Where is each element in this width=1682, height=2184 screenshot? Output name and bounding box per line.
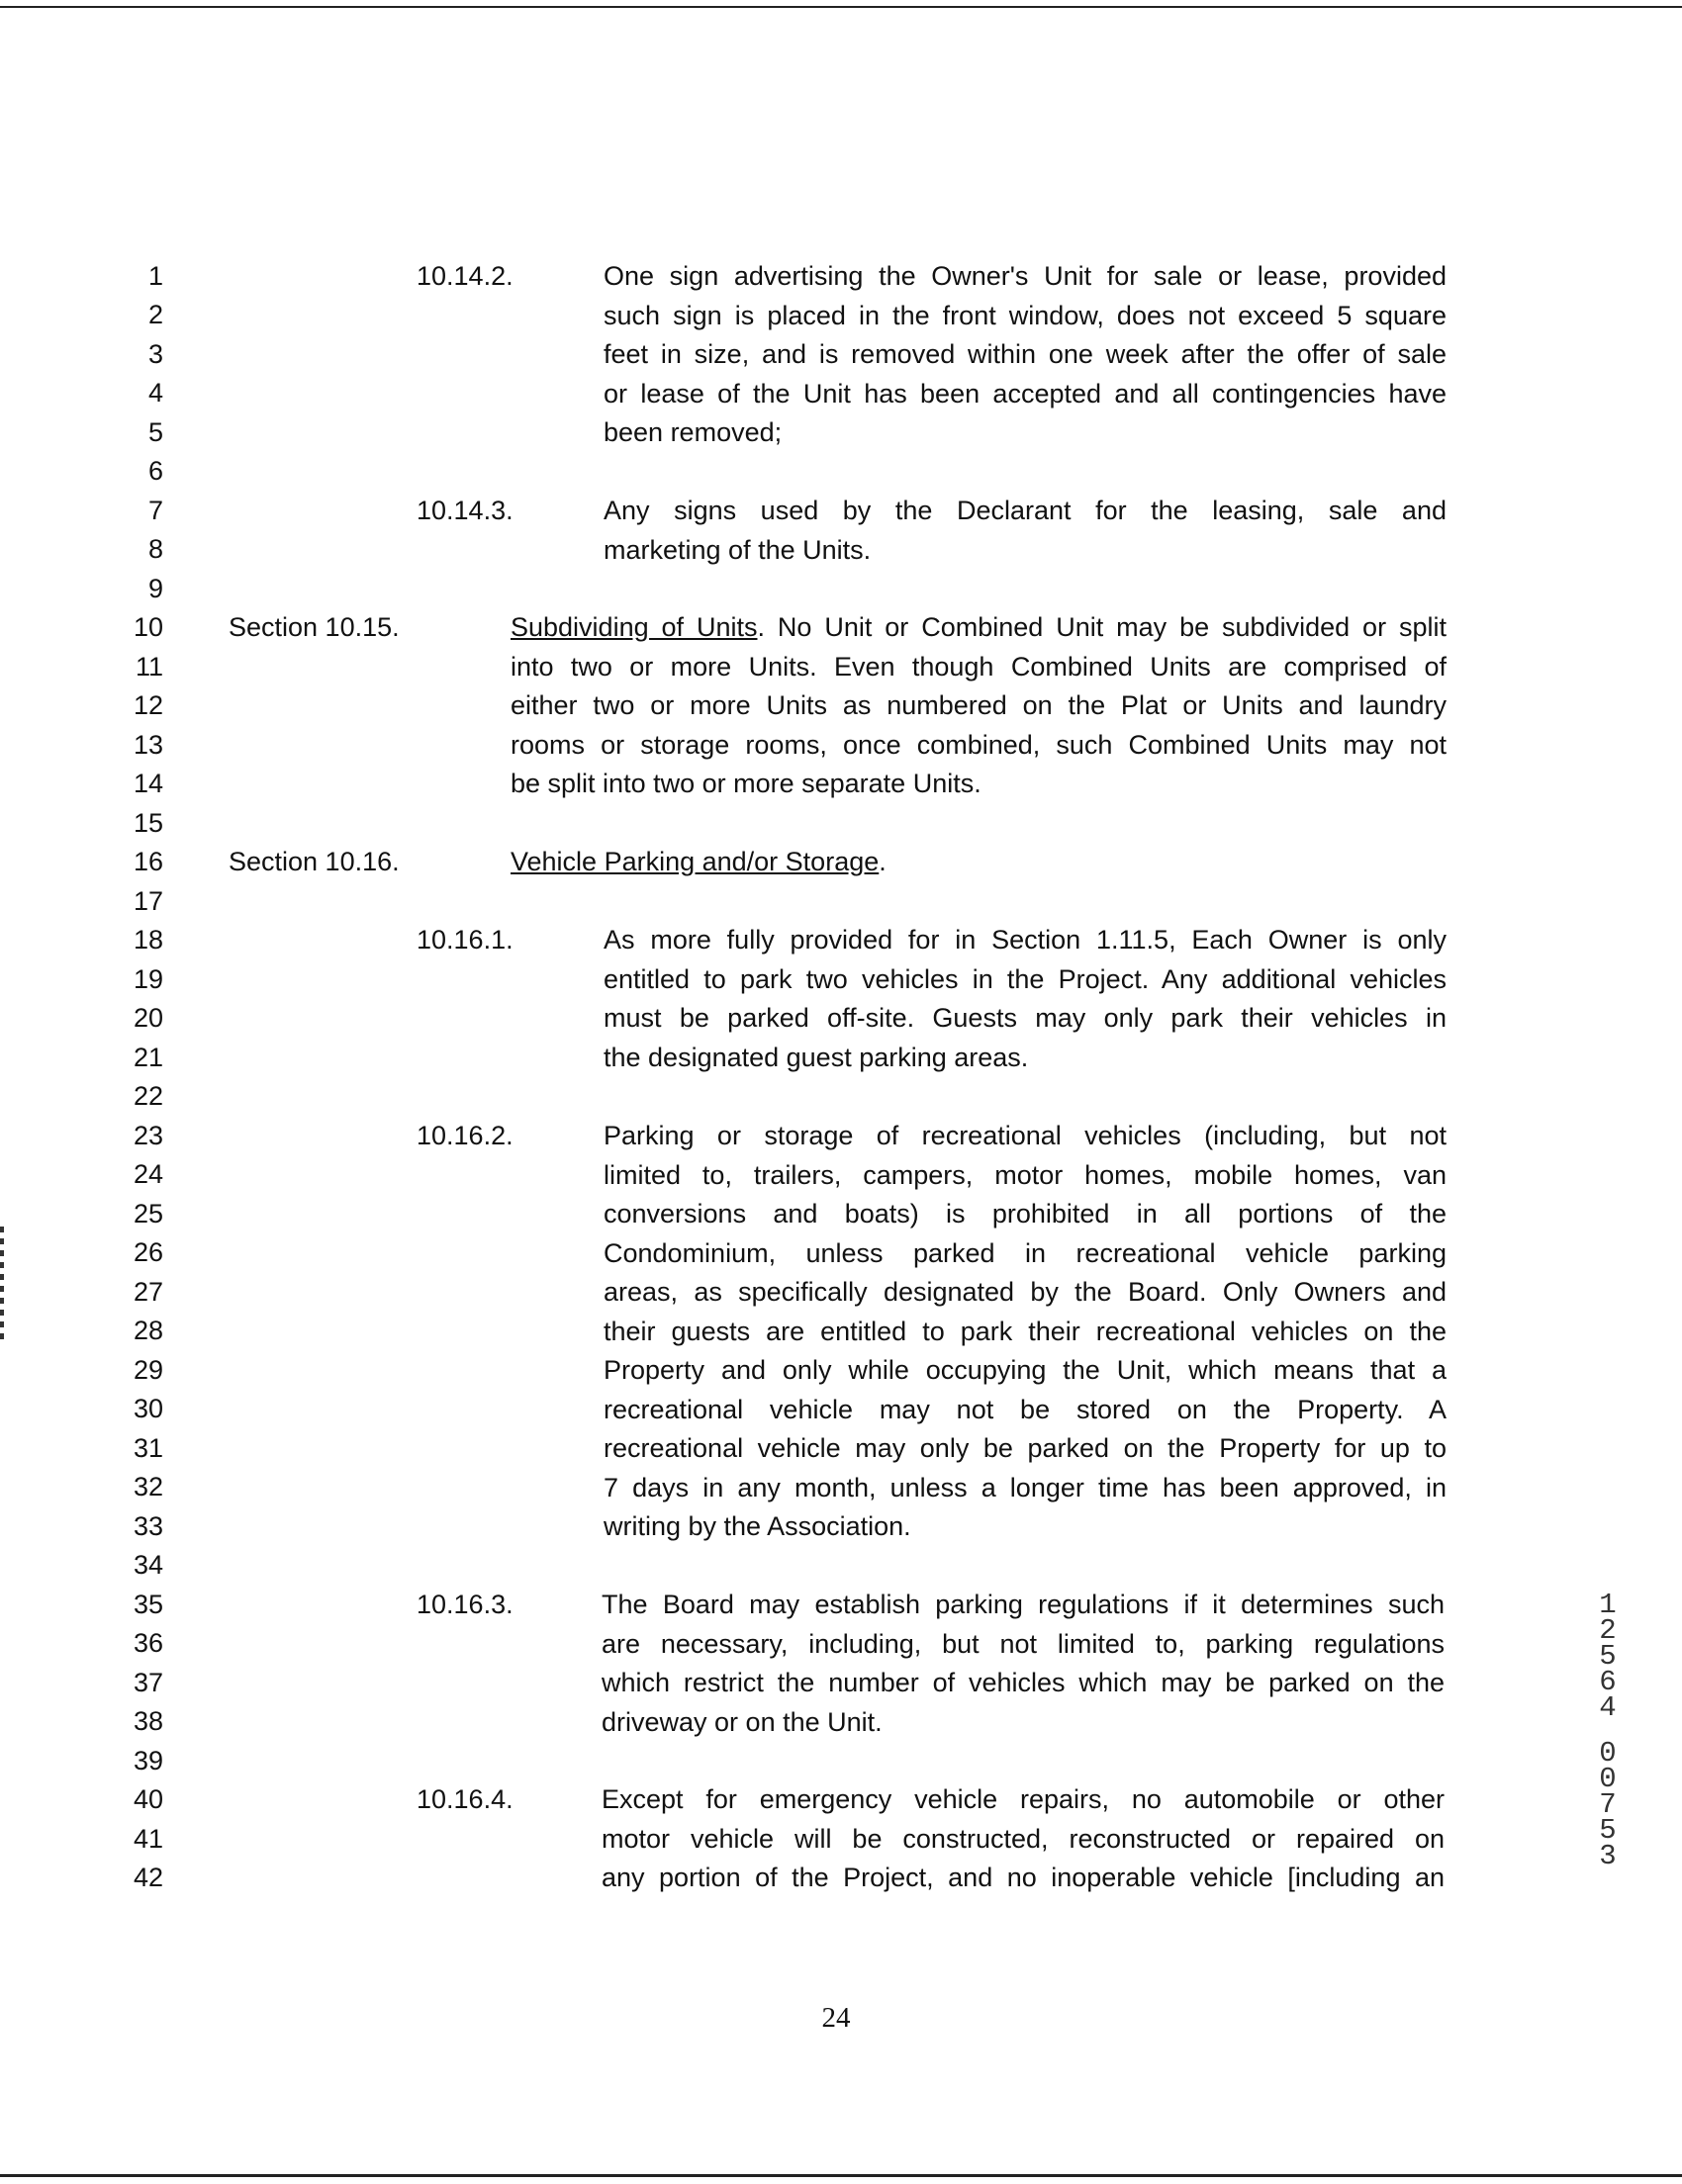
section-label-10-16: Section 10.16. — [229, 847, 400, 876]
paragraph-line: Except for emergency vehicle repairs, no automobile or other — [602, 1784, 1445, 1814]
line-number: 8 — [147, 534, 163, 564]
paragraph-line: As more fully provided for in Section 1.11.5, Each Owner is only — [604, 925, 1447, 955]
line-number: 31 — [133, 1433, 163, 1463]
paragraph-line: such sign is placed in the front window, does not exceed 5 square — [604, 300, 1447, 330]
line-number: 15 — [133, 808, 163, 838]
subsection-number-10-16-3: 10.16.3. — [417, 1590, 514, 1619]
line-number: 27 — [133, 1277, 163, 1307]
line-number: 34 — [133, 1550, 163, 1580]
paragraph-line: Any signs used by the Declarant for the leasing, sale and — [604, 496, 1447, 525]
line-number: 18 — [133, 925, 163, 955]
line-number: 10 — [133, 612, 163, 642]
stamp-digit: 5 — [1599, 1640, 1617, 1673]
subsection-number-10-16-1: 10.16.1. — [417, 925, 514, 955]
stamp-digit: 4 — [1599, 1691, 1617, 1724]
line-number: 39 — [133, 1746, 163, 1775]
paragraph-line: areas, as specifically designated by the Board. Only Owners and — [604, 1277, 1447, 1307]
paragraph-line: The Board may establish parking regulations if it determines such — [602, 1590, 1445, 1619]
line-number: 28 — [133, 1316, 163, 1345]
scan-edge-top — [0, 6, 1682, 8]
line-number: 29 — [133, 1355, 163, 1385]
line-number: 11 — [135, 652, 163, 682]
line-number: 14 — [133, 769, 163, 798]
subsection-body-10-16-2 — [604, 1117, 1447, 1547]
paragraph-line: their guests are entitled to park their recreational vehicles on the — [604, 1316, 1447, 1346]
section-body-10-15 — [511, 608, 1447, 804]
subsection-body-10-14-2 — [604, 257, 1447, 453]
paragraph-line: limited to, trailers, campers, motor homes, mobile homes, van — [604, 1159, 1447, 1190]
subsection-body-10-16-1 — [604, 921, 1447, 1077]
line-number: 36 — [133, 1628, 163, 1658]
subsection-number-10-16-4: 10.16.4. — [417, 1784, 514, 1814]
paragraph-line: are necessary, including, but not limited to, parking regulations — [602, 1628, 1445, 1659]
line-number: 38 — [133, 1706, 163, 1736]
line-number: 13 — [133, 730, 163, 760]
paragraph-line: into two or more Units. Even though Combined Units are comprised of — [511, 651, 1447, 682]
paragraph-line: 7 days in any month, unless a longer time has been approved, in — [604, 1472, 1447, 1502]
line-number: 4 — [147, 378, 163, 408]
paragraph-line: which restrict the number of vehicles which may be parked on the — [602, 1668, 1445, 1697]
paragraph-line: be split into two or more separate Units. — [511, 769, 981, 798]
line-number: 12 — [133, 690, 163, 720]
paragraph-line — [511, 843, 1447, 882]
paragraph-line: or lease of the Unit has been accepted and all contingencies have — [604, 378, 1447, 409]
paragraph-line: been removed; — [604, 417, 783, 447]
section-title: Vehicle Parking and/or Storage — [511, 847, 880, 876]
line-number: 1 — [147, 261, 163, 291]
paragraph-line: Parking or storage of recreational vehicles (including, but not — [604, 1121, 1447, 1150]
scan-edge-bottom — [0, 2174, 1682, 2177]
line-number: 3 — [147, 339, 163, 369]
paragraph-line: Condominium, unless parked in recreational vehicle parking — [604, 1237, 1447, 1268]
line-number: 42 — [133, 1863, 163, 1892]
paragraph-line: either two or more Units as numbered on the Plat or Units and laundry — [511, 690, 1447, 720]
paragraph-line: conversions and boats) is prohibited in all portions of the — [604, 1199, 1447, 1228]
subsection-body-10-16-4 — [602, 1780, 1445, 1898]
line-number: 7 — [147, 496, 163, 525]
section-label-10-15: Section 10.15. — [229, 612, 400, 642]
line-number: 9 — [147, 574, 163, 603]
subsection-number-10-16-2: 10.16.2. — [417, 1121, 514, 1150]
subsection-body-10-16-3 — [602, 1586, 1445, 1742]
line-number: 32 — [133, 1472, 163, 1502]
line-number: 24 — [133, 1159, 163, 1189]
paragraph-line: Property and only while occupying the Unit, which means that a — [604, 1355, 1447, 1385]
stamp-digit: 3 — [1599, 1840, 1617, 1872]
paragraph-line: One sign advertising the Owner's Unit for sale or lease, provided — [604, 261, 1447, 291]
paragraph-line: recreational vehicle may only be parked on the Property for up to — [604, 1433, 1447, 1463]
paragraph-line: driveway or on the Unit. — [602, 1706, 883, 1737]
line-number: 40 — [133, 1784, 163, 1814]
section-title-tail: . — [879, 847, 887, 876]
line-number: 35 — [133, 1590, 163, 1619]
line-number: 30 — [133, 1394, 163, 1423]
paragraph-line: marketing of the Units. — [604, 534, 872, 565]
line-number: 19 — [133, 964, 163, 994]
line-number: 22 — [133, 1081, 163, 1111]
paragraph-line: recreational vehicle may not be stored on the Property. A — [604, 1394, 1447, 1424]
line-number: 26 — [133, 1237, 163, 1267]
line-number: 20 — [133, 1003, 163, 1033]
paragraph-line: any portion of the Project, and no inoperable vehicle [including an — [602, 1863, 1445, 1892]
stamp-digit: 6 — [1599, 1666, 1617, 1698]
line-number: 37 — [133, 1668, 163, 1697]
subsection-number-10-14-2: 10.14.2. — [417, 261, 514, 291]
stamp-digit: 2 — [1599, 1614, 1617, 1647]
line-number: 5 — [147, 417, 163, 447]
section-title-tail: . No Unit or Combined Unit may be subdivided or split — [757, 612, 1447, 642]
paragraph-line: feet in size, and is removed within one week after the offer of sale — [604, 339, 1447, 369]
stamp-digit: 1 — [1599, 1589, 1617, 1621]
paragraph-line: motor vehicle will be constructed, reconstructed or repaired on — [602, 1823, 1445, 1854]
line-number: 25 — [133, 1199, 163, 1228]
line-number: 6 — [147, 456, 163, 486]
line-number: 41 — [133, 1824, 163, 1854]
stamp-digit: 7 — [1599, 1788, 1617, 1821]
paragraph-line: writing by the Association. — [604, 1511, 911, 1541]
line-number: 17 — [133, 886, 163, 916]
line-number: 16 — [133, 847, 163, 876]
paragraph-line — [511, 608, 1447, 648]
paragraph-line: rooms or storage rooms, once combined, such Combined Units may not — [511, 729, 1447, 760]
paragraph-line: entitled to park two vehicles in the Project. Any additional vehicles — [604, 963, 1447, 994]
line-number: 33 — [133, 1511, 163, 1541]
line-number: 23 — [133, 1121, 163, 1150]
scan-edge-marks — [0, 1227, 4, 1345]
stamp-digit: 0 — [1599, 1763, 1617, 1795]
page-number: 24 — [821, 2002, 851, 2034]
subsection-number-10-14-3: 10.14.3. — [417, 496, 514, 525]
stamp-digit: 0 — [1599, 1737, 1617, 1770]
paragraph-line: must be parked off-site. Guests may only park their vehicles in — [604, 1003, 1447, 1033]
paragraph-line: the designated guest parking areas. — [604, 1042, 1029, 1072]
section-heading-10-16 — [511, 843, 1447, 882]
line-number: 2 — [147, 300, 163, 329]
recording-stamp — [1588, 1589, 1628, 1872]
line-number: 21 — [133, 1043, 163, 1072]
subsection-body-10-14-3 — [604, 492, 1447, 570]
section-title: Subdividing of Units — [511, 612, 758, 642]
stamp-digit: 5 — [1599, 1814, 1617, 1847]
